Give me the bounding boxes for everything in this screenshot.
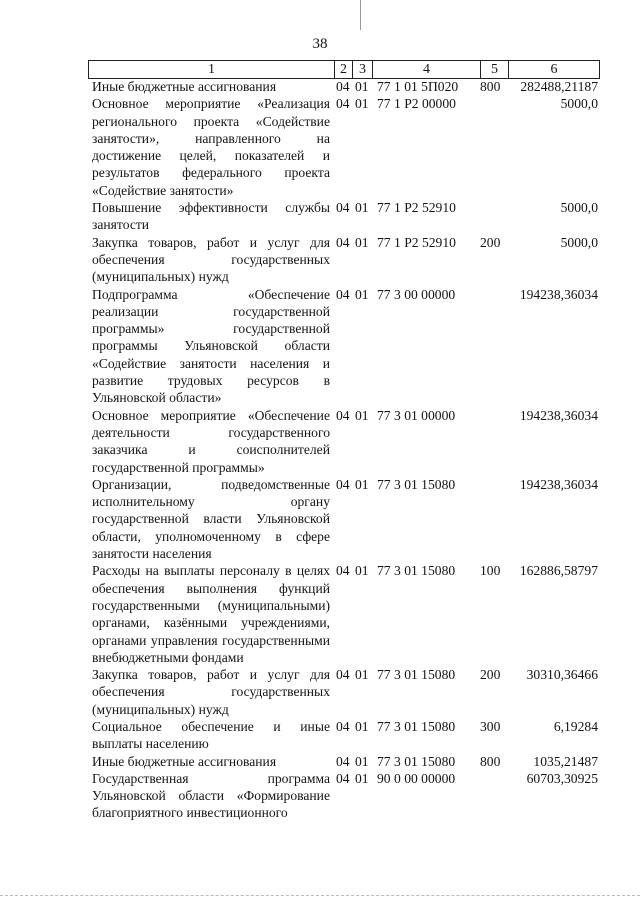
row-subsection: 01 xyxy=(355,667,369,683)
header-col-5: 5 xyxy=(481,61,509,78)
row-amount: 194238,36034 xyxy=(519,407,598,423)
row-name: Расходы на выплаты персоналу в целях обеспечения выполнения функций государственными (муниципальными) органами, казёнными учреждениями, органами управления государственными внебюджетными фондами xyxy=(92,563,330,665)
row-section: 04 xyxy=(336,96,350,112)
row-target-article: 77 3 01 15080 xyxy=(377,563,456,579)
table-row xyxy=(88,718,598,753)
row-name: Основное мероприятие «Реализация регионального проекта «Содействие занятости», направленного на достижение целей, показателей и результатов федерального проекта «Содействие занятости» xyxy=(92,96,330,198)
row-subsection: 01 xyxy=(355,200,369,216)
row-target-article: 77 3 00 00000 xyxy=(377,286,456,302)
table-row xyxy=(88,95,598,199)
page-number: 38 xyxy=(312,36,328,52)
row-subsection: 01 xyxy=(355,79,369,94)
row-section: 04 xyxy=(336,753,350,769)
table-row xyxy=(88,666,598,718)
row-section: 04 xyxy=(336,286,350,302)
table-row xyxy=(88,78,598,95)
table-header xyxy=(88,60,600,79)
row-amount: 5000,0 xyxy=(560,200,598,216)
row-name: Подпрограмма «Обеспечение реализации государственной программы» государственной программы Ульяновской области «Содействие занятости населения и развитие трудовых ресурсов в Ульяновской области» xyxy=(92,286,330,406)
row-expense-type: 200 xyxy=(480,667,501,683)
table-row xyxy=(88,770,598,822)
row-section: 04 xyxy=(336,200,350,216)
row-amount: 194238,36034 xyxy=(519,286,598,302)
row-target-article: 77 3 01 15080 xyxy=(377,753,456,769)
row-target-article: 77 1 01 5П020 xyxy=(377,79,459,94)
header-col-6: 6 xyxy=(509,61,600,78)
row-amount: 282488,21187 xyxy=(520,79,598,94)
row-subsection: 01 xyxy=(355,770,369,786)
row-amount: 194238,36034 xyxy=(519,476,598,492)
row-expense-type: 100 xyxy=(480,563,501,579)
row-name: Основное мероприятие «Обеспечение деятельности государственного заказчика и соисполнителей государственной программы» xyxy=(92,407,330,475)
header-col-1: 1 xyxy=(89,61,335,78)
row-name: Социальное обеспечение и иные выплаты населению xyxy=(92,718,330,752)
row-target-article: 77 1 Р2 52910 xyxy=(377,234,456,250)
row-expense-type: 800 xyxy=(480,753,501,769)
row-amount: 6,19284 xyxy=(553,718,598,734)
row-section: 04 xyxy=(336,234,350,250)
row-target-article: 90 0 00 00000 xyxy=(377,770,456,786)
row-name: Иные бюджетные ассигнования xyxy=(92,753,277,769)
table-row xyxy=(88,407,598,476)
row-amount: 60703,30925 xyxy=(526,770,598,786)
row-name: Организации, подведомственные исполнительному органу государственной власти Ульяновской области, уполномоченному в сфере занятости населения xyxy=(92,476,330,562)
row-subsection: 01 xyxy=(355,286,369,302)
row-amount: 5000,0 xyxy=(560,96,598,112)
row-name: Повышение эффективности службы занятости xyxy=(92,200,330,233)
row-subsection: 01 xyxy=(355,753,369,769)
header-col-2: 2 xyxy=(335,61,353,78)
row-expense-type xyxy=(479,476,507,562)
row-amount: 1035,21487 xyxy=(533,753,598,769)
top-margin-mark xyxy=(360,0,361,30)
row-subsection: 01 xyxy=(355,563,369,579)
row-target-article: 77 3 01 15080 xyxy=(377,667,456,683)
row-section: 04 xyxy=(336,718,350,734)
table-row xyxy=(88,286,598,407)
row-section: 04 xyxy=(336,667,350,683)
row-section: 04 xyxy=(336,79,350,94)
row-target-article: 77 3 01 15080 xyxy=(377,718,456,734)
table-row xyxy=(88,476,598,562)
row-expense-type xyxy=(479,407,507,476)
row-amount: 162886,58797 xyxy=(519,563,598,579)
row-expense-type: 800 xyxy=(480,79,501,94)
row-section: 04 xyxy=(336,407,350,423)
row-section: 04 xyxy=(336,476,350,492)
row-subsection: 01 xyxy=(355,96,369,112)
row-expense-type xyxy=(479,95,507,199)
row-target-article: 77 3 01 15080 xyxy=(377,476,456,492)
row-target-article: 77 1 Р2 00000 xyxy=(377,96,456,112)
header-col-3: 3 xyxy=(353,61,373,78)
header-col-4: 4 xyxy=(373,61,481,78)
table-row xyxy=(88,753,598,770)
row-name: Закупка товаров, работ и услуг для обеспечения государственных (муниципальных) нужд xyxy=(92,234,330,285)
row-expense-type: 200 xyxy=(480,234,501,250)
row-expense-type xyxy=(479,199,507,234)
row-name: Иные бюджетные ассигнования xyxy=(92,79,277,94)
bottom-scan-edge xyxy=(0,895,640,896)
row-amount: 5000,0 xyxy=(560,234,598,250)
row-subsection: 01 xyxy=(355,234,369,250)
row-subsection: 01 xyxy=(355,407,369,423)
row-section: 04 xyxy=(336,563,350,579)
row-target-article: 77 1 Р2 52910 xyxy=(377,200,456,216)
row-amount: 30310,36466 xyxy=(526,667,598,683)
row-subsection: 01 xyxy=(355,718,369,734)
table-row xyxy=(88,199,598,234)
row-section: 04 xyxy=(336,770,350,786)
row-subsection: 01 xyxy=(355,476,369,492)
row-name: Закупка товаров, работ и услуг для обеспечения государственных (муниципальных) нужд xyxy=(92,667,330,717)
row-name: Государственная программа Ульяновской области «Формирование благоприятного инвестиционного xyxy=(92,770,330,821)
row-expense-type xyxy=(479,770,507,822)
table-row xyxy=(88,562,598,666)
budget-table xyxy=(88,78,598,822)
row-expense-type xyxy=(479,286,507,407)
row-target-article: 77 3 01 00000 xyxy=(377,407,456,423)
row-expense-type: 300 xyxy=(480,718,501,734)
table-row xyxy=(88,234,598,286)
